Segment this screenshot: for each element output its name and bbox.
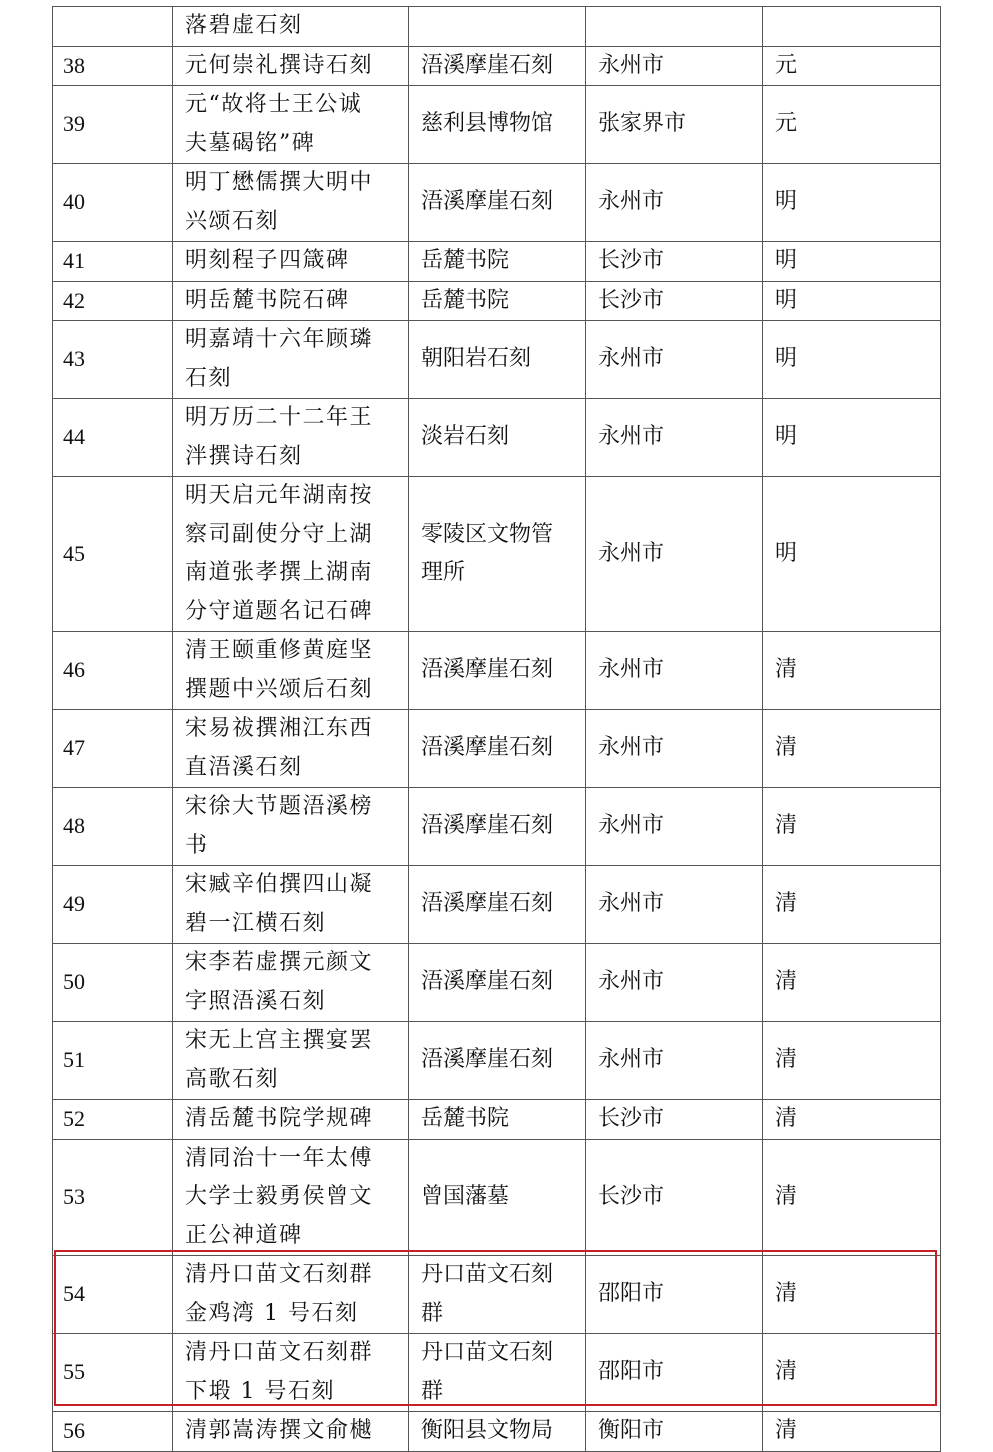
cell-city: 永州市 xyxy=(586,399,763,477)
cell-custodian: 零陵区文物管 理所 xyxy=(409,477,586,632)
cell-era: 清 xyxy=(763,710,941,788)
cell-relic-name: 清丹口苗文石刻群 下塅 1 号石刻 xyxy=(173,1334,409,1412)
inventory-table-sheet xyxy=(52,6,940,1452)
cell-custodian: 浯溪摩崖石刻 xyxy=(409,46,586,86)
table-row xyxy=(53,788,941,866)
cell-era: 明 xyxy=(763,477,941,632)
table-row xyxy=(53,866,941,944)
cell-era: 明 xyxy=(763,281,941,321)
cell-number: 45 xyxy=(53,477,173,632)
cell-era: 清 xyxy=(763,1256,941,1334)
table-row xyxy=(53,242,941,282)
table-row xyxy=(53,1256,941,1334)
cell-relic-name: 宋易祓撰湘江东西 直浯溪石刻 xyxy=(173,710,409,788)
cell-era: 清 xyxy=(763,866,941,944)
cell-era: 清 xyxy=(763,788,941,866)
cell-era: 元 xyxy=(763,86,941,164)
cell-number: 49 xyxy=(53,866,173,944)
cell-custodian: 慈利县博物馆 xyxy=(409,86,586,164)
cell-relic-name: 宋臧辛伯撰四山凝 碧一江横石刻 xyxy=(173,866,409,944)
cell-relic-name: 清丹口苗文石刻群 金鸡湾 1 号石刻 xyxy=(173,1256,409,1334)
cell-number: 38 xyxy=(53,46,173,86)
cell-number: 44 xyxy=(53,399,173,477)
cell-custodian: 衡阳县文物局 xyxy=(409,1412,586,1452)
cell-city: 永州市 xyxy=(586,632,763,710)
cell-city: 长沙市 xyxy=(586,1100,763,1140)
table-row xyxy=(53,7,941,47)
cell-city: 永州市 xyxy=(586,46,763,86)
cell-era: 清 xyxy=(763,1412,941,1452)
cell-custodian: 岳麓书院 xyxy=(409,281,586,321)
cell-city: 永州市 xyxy=(586,710,763,788)
cell-era: 明 xyxy=(763,242,941,282)
table-row xyxy=(53,1412,941,1452)
cell-number: 41 xyxy=(53,242,173,282)
cell-custodian: 曾国藩墓 xyxy=(409,1139,586,1256)
cell-custodian: 岳麓书院 xyxy=(409,242,586,282)
table-row xyxy=(53,86,941,164)
cell-number: 47 xyxy=(53,710,173,788)
cell-relic-name: 明嘉靖十六年顾璘 石刻 xyxy=(173,321,409,399)
cell-relic-name: 落碧虚石刻 xyxy=(173,7,409,47)
table-row xyxy=(53,632,941,710)
cell-custodian: 浯溪摩崖石刻 xyxy=(409,632,586,710)
table-row xyxy=(53,321,941,399)
cell-era: 清 xyxy=(763,1100,941,1140)
cell-city: 永州市 xyxy=(586,866,763,944)
cell-relic-name: 明刻程子四箴碑 xyxy=(173,242,409,282)
cell-city: 邵阳市 xyxy=(586,1256,763,1334)
cell-relic-name: 清同治十一年太傅 大学士毅勇侯曾文 正公神道碑 xyxy=(173,1139,409,1256)
cell-era: 清 xyxy=(763,1139,941,1256)
cell-custodian: 浯溪摩崖石刻 xyxy=(409,1022,586,1100)
cell-city: 永州市 xyxy=(586,788,763,866)
cell-era: 明 xyxy=(763,321,941,399)
table-body xyxy=(53,7,941,1452)
cell-era: 清 xyxy=(763,1334,941,1412)
cell-number: 48 xyxy=(53,788,173,866)
table-row xyxy=(53,164,941,242)
cell-era: 清 xyxy=(763,944,941,1022)
cell-number: 39 xyxy=(53,86,173,164)
cell-number: 42 xyxy=(53,281,173,321)
cell-era: 明 xyxy=(763,399,941,477)
cell-relic-name: 元何崇礼撰诗石刻 xyxy=(173,46,409,86)
cell-relic-name: 明岳麓书院石碑 xyxy=(173,281,409,321)
cell-custodian: 丹口苗文石刻 群 xyxy=(409,1256,586,1334)
cell-number: 55 xyxy=(53,1334,173,1412)
cell-custodian: 丹口苗文石刻 群 xyxy=(409,1334,586,1412)
cell-relic-name: 宋徐大节题浯溪榜 书 xyxy=(173,788,409,866)
cell-custodian: 浯溪摩崖石刻 xyxy=(409,944,586,1022)
cell-number: 53 xyxy=(53,1139,173,1256)
cell-relic-name: 清王颐重修黄庭坚 撰题中兴颂后石刻 xyxy=(173,632,409,710)
cell-number: 51 xyxy=(53,1022,173,1100)
cell-city xyxy=(586,7,763,47)
cell-city: 长沙市 xyxy=(586,1139,763,1256)
cell-custodian: 浯溪摩崖石刻 xyxy=(409,866,586,944)
cell-era: 清 xyxy=(763,632,941,710)
cell-city: 永州市 xyxy=(586,1022,763,1100)
cell-number: 40 xyxy=(53,164,173,242)
cell-custodian: 岳麓书院 xyxy=(409,1100,586,1140)
cell-relic-name: 明万历二十二年王 泮撰诗石刻 xyxy=(173,399,409,477)
cultural-relics-table xyxy=(52,6,941,1452)
cell-custodian: 浯溪摩崖石刻 xyxy=(409,788,586,866)
table-row xyxy=(53,944,941,1022)
cell-relic-name: 清郭嵩涛撰文俞樾 xyxy=(173,1412,409,1452)
cell-city: 永州市 xyxy=(586,944,763,1022)
cell-city: 永州市 xyxy=(586,321,763,399)
cell-city: 永州市 xyxy=(586,164,763,242)
cell-number: 50 xyxy=(53,944,173,1022)
cell-city: 张家界市 xyxy=(586,86,763,164)
cell-custodian: 浯溪摩崖石刻 xyxy=(409,164,586,242)
cell-number: 54 xyxy=(53,1256,173,1334)
table-row xyxy=(53,1139,941,1256)
table-row xyxy=(53,1100,941,1140)
table-row xyxy=(53,46,941,86)
cell-number: 56 xyxy=(53,1412,173,1452)
table-row xyxy=(53,399,941,477)
table-row xyxy=(53,477,941,632)
cell-era: 清 xyxy=(763,1022,941,1100)
cell-city: 衡阳市 xyxy=(586,1412,763,1452)
cell-relic-name: 明丁懋儒撰大明中 兴颂石刻 xyxy=(173,164,409,242)
cell-custodian: 浯溪摩崖石刻 xyxy=(409,710,586,788)
table-row xyxy=(53,710,941,788)
cell-city: 长沙市 xyxy=(586,242,763,282)
cell-number: 46 xyxy=(53,632,173,710)
cell-number: 43 xyxy=(53,321,173,399)
cell-city: 永州市 xyxy=(586,477,763,632)
table-row xyxy=(53,1022,941,1100)
cell-number: 52 xyxy=(53,1100,173,1140)
cell-relic-name: 清岳麓书院学规碑 xyxy=(173,1100,409,1140)
cell-era: 明 xyxy=(763,164,941,242)
cell-relic-name: 元“故将士王公诚 夫墓碣铭”碑 xyxy=(173,86,409,164)
cell-relic-name: 宋李若虚撰元颜文 字照浯溪石刻 xyxy=(173,944,409,1022)
cell-era xyxy=(763,7,941,47)
cell-city: 长沙市 xyxy=(586,281,763,321)
cell-custodian: 淡岩石刻 xyxy=(409,399,586,477)
cell-number xyxy=(53,7,173,47)
cell-custodian: 朝阳岩石刻 xyxy=(409,321,586,399)
cell-custodian xyxy=(409,7,586,47)
table-row xyxy=(53,1334,941,1412)
cell-city: 邵阳市 xyxy=(586,1334,763,1412)
cell-relic-name: 明天启元年湖南按 察司副使分守上湖 南道张孝撰上湖南 分守道题名记石碑 xyxy=(173,477,409,632)
cell-era: 元 xyxy=(763,46,941,86)
cell-relic-name: 宋无上宫主撰宴罢 高歌石刻 xyxy=(173,1022,409,1100)
table-row xyxy=(53,281,941,321)
